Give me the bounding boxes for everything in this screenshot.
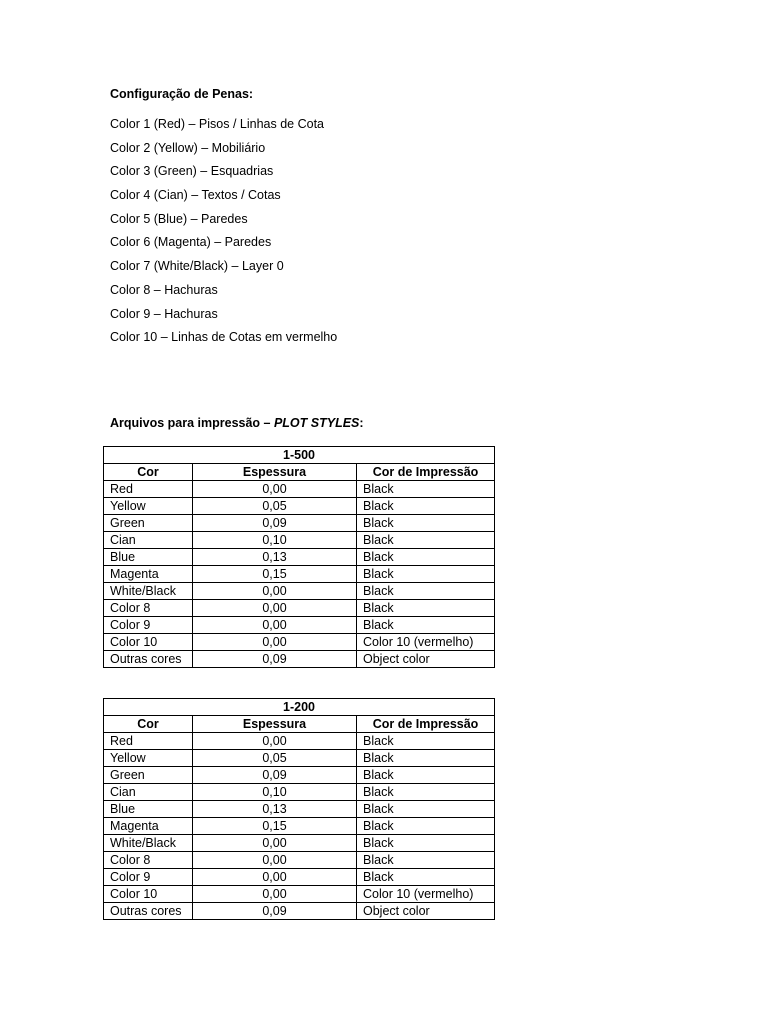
table-row [104,733,495,750]
cell-cor: Outras cores [104,651,193,668]
cell-cor: Magenta [104,818,193,835]
cell-cor-impressao: Black [357,835,495,852]
pen-config-item: Color 10 – Linhas de Cotas em vermelho [110,330,338,345]
cell-cor-impressao: Black [357,617,495,634]
cell-cor: Cian [104,532,193,549]
plot-style-table-1-200 [103,698,495,920]
table-row [104,767,495,784]
column-header-espessura: Espessura [193,464,357,481]
pen-config-item: Color 7 (White/Black) – Layer 0 [110,259,284,274]
cell-cor-impressao: Object color [357,903,495,920]
cell-cor: Color 8 [104,852,193,869]
table-row [104,617,495,634]
cell-cor: Blue [104,801,193,818]
table-row [104,750,495,767]
table-row [104,784,495,801]
cell-espessura: 0,05 [193,750,357,767]
cell-espessura: 0,09 [193,767,357,784]
cell-cor-impressao: Black [357,583,495,600]
table-row [104,869,495,886]
column-header-cor-impressao: Cor de Impressão [357,716,495,733]
table-row [104,835,495,852]
cell-espessura: 0,00 [193,733,357,750]
column-header-cor: Cor [104,464,193,481]
cell-espessura: 0,00 [193,617,357,634]
cell-espessura: 0,00 [193,835,357,852]
cell-cor: Color 9 [104,617,193,634]
cell-cor: Outras cores [104,903,193,920]
table-scale-title: 1-200 [104,699,495,716]
cell-cor-impressao: Black [357,566,495,583]
table-body [104,733,495,920]
pen-config-item: Color 5 (Blue) – Paredes [110,211,248,226]
plot-style-table-1-500 [103,446,495,668]
table-row [104,801,495,818]
column-header-espessura: Espessura [193,716,357,733]
pen-config-item: Color 1 (Red) – Pisos / Linhas de Cota [110,117,324,131]
pen-config-item: Color 2 (Yellow) – Mobiliário [110,140,266,155]
cell-cor: Red [104,733,193,750]
cell-espessura: 0,09 [193,903,357,920]
table-row [104,886,495,903]
cell-cor-impressao: Black [357,498,495,515]
cell-cor: White/Black [104,835,193,852]
cell-espessura: 0,00 [193,852,357,869]
table-row [104,481,495,498]
table-row [104,818,495,835]
table-row [104,583,495,600]
column-header-cor: Cor [104,716,193,733]
cell-espessura: 0,15 [193,566,357,583]
cell-espessura: 0,09 [193,651,357,668]
pen-config-item: Color 9 – Hachuras [110,306,218,321]
cell-espessura: 0,15 [193,818,357,835]
cell-cor-impressao: Black [357,733,495,750]
cell-cor: Green [104,767,193,784]
table-body [104,481,495,668]
cell-cor-impressao: Object color [357,651,495,668]
cell-cor: Cian [104,784,193,801]
cell-espessura: 0,00 [193,634,357,651]
cell-cor: White/Black [104,583,193,600]
plot-styles-heading-prefix: Arquivos para impressão – [110,416,274,430]
cell-cor-impressao: Black [357,549,495,566]
cell-espessura: 0,05 [193,498,357,515]
cell-espessura: 0,13 [193,801,357,818]
table-row [104,515,495,532]
table-row [104,532,495,549]
pen-config-item: Color 6 (Magenta) – Paredes [110,235,272,250]
cell-cor-impressao: Black [357,750,495,767]
cell-cor-impressao: Black [357,600,495,617]
cell-cor: Yellow [104,750,193,767]
cell-cor-impressao: Black [357,869,495,886]
cell-espessura: 0,10 [193,784,357,801]
table-row [104,498,495,515]
cell-cor: Yellow [104,498,193,515]
cell-cor-impressao: Color 10 (vermelho) [357,886,495,903]
plot-styles-heading-emph: PLOT STYLES [273,416,360,430]
plot-styles-heading [110,416,364,431]
cell-cor-impressao: Black [357,515,495,532]
cell-cor-impressao: Black [357,818,495,835]
table-row [104,600,495,617]
cell-cor-impressao: Color 10 (vermelho) [357,634,495,651]
cell-cor: Color 8 [104,600,193,617]
cell-espessura: 0,00 [193,583,357,600]
pen-config-item: Color 3 (Green) – Esquadrias [110,164,274,179]
table-row [104,651,495,668]
table-row [104,634,495,651]
pen-config-item: Color 4 (Cian) – Textos / Cotas [110,188,281,203]
cell-espessura: 0,00 [193,600,357,617]
cell-cor: Red [104,481,193,498]
cell-cor: Green [104,515,193,532]
cell-cor-impressao: Black [357,852,495,869]
cell-espessura: 0,13 [193,549,357,566]
cell-cor: Magenta [104,566,193,583]
cell-cor: Color 10 [104,886,193,903]
plot-styles-heading-suffix: : [359,416,364,430]
table-row [104,903,495,920]
cell-cor-impressao: Black [357,767,495,784]
table-scale-title: 1-500 [104,447,495,464]
pen-config-item: Color 8 – Hachuras [110,282,218,297]
pen-config-heading: Configuração de Penas: [110,87,254,101]
cell-espessura: 0,10 [193,532,357,549]
column-header-cor-impressao: Cor de Impressão [357,464,495,481]
table-row [104,549,495,566]
table-row [104,566,495,583]
cell-cor-impressao: Black [357,801,495,818]
cell-espessura: 0,00 [193,481,357,498]
cell-cor: Color 9 [104,869,193,886]
cell-espessura: 0,00 [193,869,357,886]
cell-cor: Color 10 [104,634,193,651]
cell-espessura: 0,00 [193,886,357,903]
cell-cor-impressao: Black [357,481,495,498]
pen-config-list [110,117,337,354]
cell-cor-impressao: Black [357,784,495,801]
cell-cor: Blue [104,549,193,566]
cell-espessura: 0,09 [193,515,357,532]
table-row [104,852,495,869]
cell-cor-impressao: Black [357,532,495,549]
